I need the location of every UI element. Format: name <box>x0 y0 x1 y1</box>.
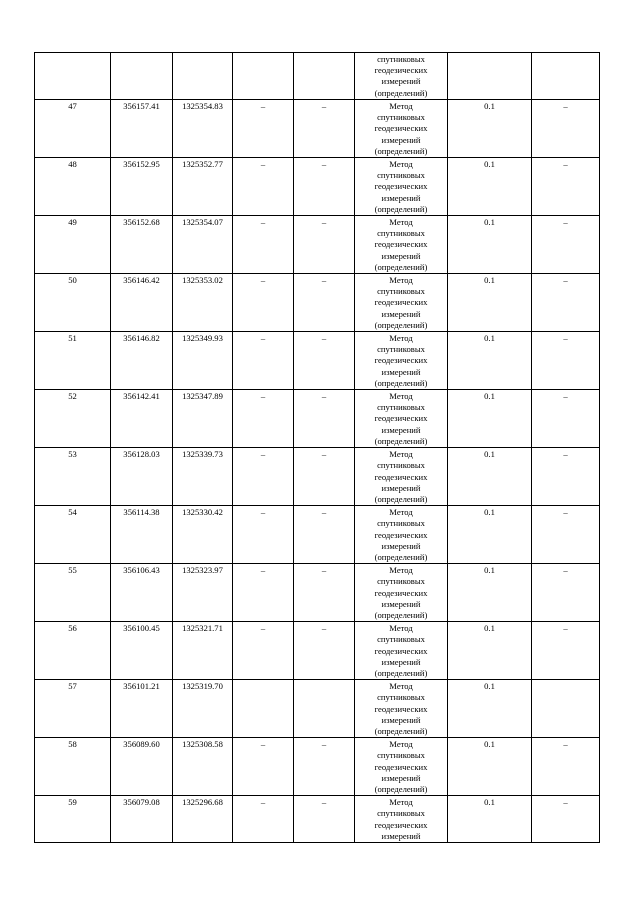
cell-accuracy: 0.1 <box>448 506 532 564</box>
cell-y: 1325339.73 <box>173 448 233 506</box>
cell-point-number: 59 <box>35 796 111 843</box>
method-line: (определений) <box>374 725 428 736</box>
method-line: (определений) <box>374 783 428 794</box>
cell-point-number: 52 <box>35 390 111 448</box>
cell-x: 356146.82 <box>111 332 173 390</box>
cell-accuracy: 0.1 <box>448 390 532 448</box>
table-row <box>35 100 600 158</box>
cell-col4: – <box>233 738 294 796</box>
cell-col5: – <box>294 100 355 158</box>
method-line: геодезических <box>374 529 428 540</box>
cell-x <box>111 53 173 100</box>
table-row <box>35 448 600 506</box>
cell-method <box>355 796 448 843</box>
cell-y: 1325349.93 <box>173 332 233 390</box>
cell-col4 <box>233 680 294 738</box>
method-line: геодезических <box>374 239 428 250</box>
cell-col4: – <box>233 332 294 390</box>
cell-col5: – <box>294 332 355 390</box>
cell-accuracy: 0.1 <box>448 738 532 796</box>
cell-col5: – <box>294 158 355 216</box>
method-line: Метод <box>389 275 413 286</box>
method-line: спутниковых <box>377 634 425 645</box>
cell-col5: – <box>294 506 355 564</box>
cell-col4: – <box>233 506 294 564</box>
cell-col8: – <box>532 448 600 506</box>
method-line: спутниковых <box>377 112 425 123</box>
table-row <box>35 680 600 738</box>
cell-method <box>355 738 448 796</box>
cell-y: 1325296.68 <box>173 796 233 843</box>
method-line: Метод <box>389 333 413 344</box>
cell-accuracy: 0.1 <box>448 216 532 274</box>
cell-y: 1325319.70 <box>173 680 233 738</box>
method-line: геодезических <box>374 703 428 714</box>
cell-x: 356146.42 <box>111 274 173 332</box>
cell-col8: – <box>532 390 600 448</box>
cell-method <box>355 680 448 738</box>
method-line: геодезических <box>374 645 428 656</box>
cell-x: 356106.43 <box>111 564 173 622</box>
method-line: (определений) <box>374 261 428 272</box>
method-line: (определений) <box>374 609 428 620</box>
method-line: спутниковых <box>377 518 425 529</box>
cell-col5: – <box>294 274 355 332</box>
cell-col5: – <box>294 796 355 843</box>
method-line: Метод <box>389 797 413 808</box>
method-line: геодезических <box>374 819 428 830</box>
cell-col5: – <box>294 738 355 796</box>
method-line: геодезических <box>374 471 428 482</box>
cell-accuracy: 0.1 <box>448 332 532 390</box>
cell-col8: – <box>532 622 600 680</box>
cell-col8: – <box>532 506 600 564</box>
method-line: Метод <box>389 623 413 634</box>
table-row <box>35 390 600 448</box>
method-line: спутниковых <box>377 750 425 761</box>
cell-y: 1325354.83 <box>173 100 233 158</box>
method-line: измерений <box>381 540 421 551</box>
cell-y <box>173 53 233 100</box>
cell-col5: – <box>294 216 355 274</box>
cell-point-number: 49 <box>35 216 111 274</box>
cell-col5 <box>294 680 355 738</box>
method-line: геодезических <box>374 761 428 772</box>
method-line: спутниковых <box>377 576 425 587</box>
table-row <box>35 158 600 216</box>
cell-col4: – <box>233 448 294 506</box>
cell-method <box>355 390 448 448</box>
table-row <box>35 796 600 843</box>
cell-col4: – <box>233 390 294 448</box>
method-line: геодезических <box>374 297 428 308</box>
cell-method <box>355 506 448 564</box>
cell-accuracy: 0.1 <box>448 158 532 216</box>
cell-point-number: 54 <box>35 506 111 564</box>
method-line: спутниковых <box>377 460 425 471</box>
method-line: геодезических <box>374 355 428 366</box>
method-line: (определений) <box>374 667 428 678</box>
cell-point-number: 51 <box>35 332 111 390</box>
table-row-continued <box>35 53 600 100</box>
method-line: (определений) <box>374 435 428 446</box>
cell-x: 356101.21 <box>111 680 173 738</box>
method-line: Метод <box>389 739 413 750</box>
cell-point-number: 56 <box>35 622 111 680</box>
method-line: измерений <box>381 308 421 319</box>
method-line: измерений <box>381 250 421 261</box>
cell-method <box>355 100 448 158</box>
method-line: измерений <box>381 772 421 783</box>
cell-col8 <box>532 680 600 738</box>
method-line: геодезических <box>374 413 428 424</box>
table-row <box>35 216 600 274</box>
table-row <box>35 332 600 390</box>
cell-accuracy: 0.1 <box>448 796 532 843</box>
method-line: Метод <box>389 681 413 692</box>
cell-col4: – <box>233 158 294 216</box>
method-line: спутниковых <box>377 692 425 703</box>
method-line: Метод <box>389 391 413 402</box>
cell-y: 1325308.58 <box>173 738 233 796</box>
cell-accuracy <box>448 53 532 100</box>
cell-method <box>355 622 448 680</box>
method-line: измерений <box>381 482 421 493</box>
method-line: геодезических <box>374 65 428 76</box>
cell-point-number: 55 <box>35 564 111 622</box>
cell-accuracy: 0.1 <box>448 680 532 738</box>
cell-x: 356079.08 <box>111 796 173 843</box>
method-line: спутниковых <box>377 54 425 64</box>
cell-x: 356114.38 <box>111 506 173 564</box>
method-line: Метод <box>389 449 413 460</box>
method-line: измерений <box>381 830 421 841</box>
cell-method <box>355 216 448 274</box>
cell-col5 <box>294 53 355 100</box>
method-line: Метод <box>389 565 413 576</box>
cell-x: 356100.45 <box>111 622 173 680</box>
cell-accuracy: 0.1 <box>448 100 532 158</box>
cell-method <box>355 332 448 390</box>
table-row <box>35 622 600 680</box>
method-line: Метод <box>389 217 413 228</box>
cell-y: 1325323.97 <box>173 564 233 622</box>
cell-col5: – <box>294 622 355 680</box>
document-page <box>34 52 599 843</box>
cell-col4: – <box>233 100 294 158</box>
cell-accuracy: 0.1 <box>448 448 532 506</box>
table-row <box>35 564 600 622</box>
method-line: (определений) <box>374 319 428 330</box>
method-line: геодезических <box>374 181 428 192</box>
cell-col4 <box>233 53 294 100</box>
method-line: спутниковых <box>377 286 425 297</box>
cell-accuracy: 0.1 <box>448 274 532 332</box>
method-line: спутниковых <box>377 344 425 355</box>
cell-x: 356152.95 <box>111 158 173 216</box>
cell-x: 356128.03 <box>111 448 173 506</box>
table-row <box>35 738 600 796</box>
cell-y: 1325347.89 <box>173 390 233 448</box>
method-line: измерений <box>381 192 421 203</box>
table-body <box>35 53 600 843</box>
table-row <box>35 506 600 564</box>
method-line: спутниковых <box>377 402 425 413</box>
method-line: спутниковых <box>377 808 425 819</box>
cell-col8: – <box>532 564 600 622</box>
coordinates-table <box>34 52 600 843</box>
method-line: (определений) <box>374 551 428 562</box>
method-line: Метод <box>389 159 413 170</box>
cell-col4: – <box>233 796 294 843</box>
method-line: (определений) <box>374 377 428 388</box>
method-line: геодезических <box>374 123 428 134</box>
method-line: (определений) <box>374 493 428 504</box>
cell-y: 1325353.02 <box>173 274 233 332</box>
method-line: геодезических <box>374 587 428 598</box>
cell-x: 356089.60 <box>111 738 173 796</box>
method-line: Метод <box>389 507 413 518</box>
cell-accuracy: 0.1 <box>448 564 532 622</box>
cell-method <box>355 158 448 216</box>
cell-method <box>355 274 448 332</box>
method-line: измерений <box>381 656 421 667</box>
cell-col8: – <box>532 100 600 158</box>
cell-point-number: 50 <box>35 274 111 332</box>
cell-col8: – <box>532 158 600 216</box>
cell-col8: – <box>532 738 600 796</box>
method-line: спутниковых <box>377 228 425 239</box>
method-line: измерений <box>381 134 421 145</box>
cell-x: 356142.41 <box>111 390 173 448</box>
cell-x: 356157.41 <box>111 100 173 158</box>
cell-method <box>355 448 448 506</box>
method-line: Метод <box>389 101 413 111</box>
method-line: (определений) <box>374 203 428 214</box>
cell-col8: – <box>532 274 600 332</box>
cell-point-number: 48 <box>35 158 111 216</box>
cell-col4: – <box>233 274 294 332</box>
cell-col4: – <box>233 216 294 274</box>
table-row <box>35 274 600 332</box>
cell-col8: – <box>532 216 600 274</box>
cell-col8: – <box>532 796 600 843</box>
cell-col5: – <box>294 564 355 622</box>
cell-x: 356152.68 <box>111 216 173 274</box>
cell-col5: – <box>294 390 355 448</box>
cell-method <box>355 53 448 100</box>
cell-y: 1325354.07 <box>173 216 233 274</box>
cell-point-number <box>35 53 111 100</box>
method-line: измерений <box>381 598 421 609</box>
cell-col8 <box>532 53 600 100</box>
cell-point-number: 58 <box>35 738 111 796</box>
method-line: измерений <box>381 714 421 725</box>
cell-col4: – <box>233 564 294 622</box>
cell-point-number: 47 <box>35 100 111 158</box>
cell-accuracy: 0.1 <box>448 622 532 680</box>
method-line: (определений) <box>374 87 428 98</box>
cell-col4: – <box>233 622 294 680</box>
cell-point-number: 53 <box>35 448 111 506</box>
method-line: спутниковых <box>377 170 425 181</box>
cell-col8: – <box>532 332 600 390</box>
method-line: измерений <box>381 76 421 87</box>
method-line: измерений <box>381 424 421 435</box>
cell-point-number: 57 <box>35 680 111 738</box>
cell-method <box>355 564 448 622</box>
method-line: (определений) <box>374 145 428 156</box>
method-line: измерений <box>381 366 421 377</box>
cell-y: 1325321.71 <box>173 622 233 680</box>
cell-y: 1325352.77 <box>173 158 233 216</box>
cell-col5: – <box>294 448 355 506</box>
cell-y: 1325330.42 <box>173 506 233 564</box>
